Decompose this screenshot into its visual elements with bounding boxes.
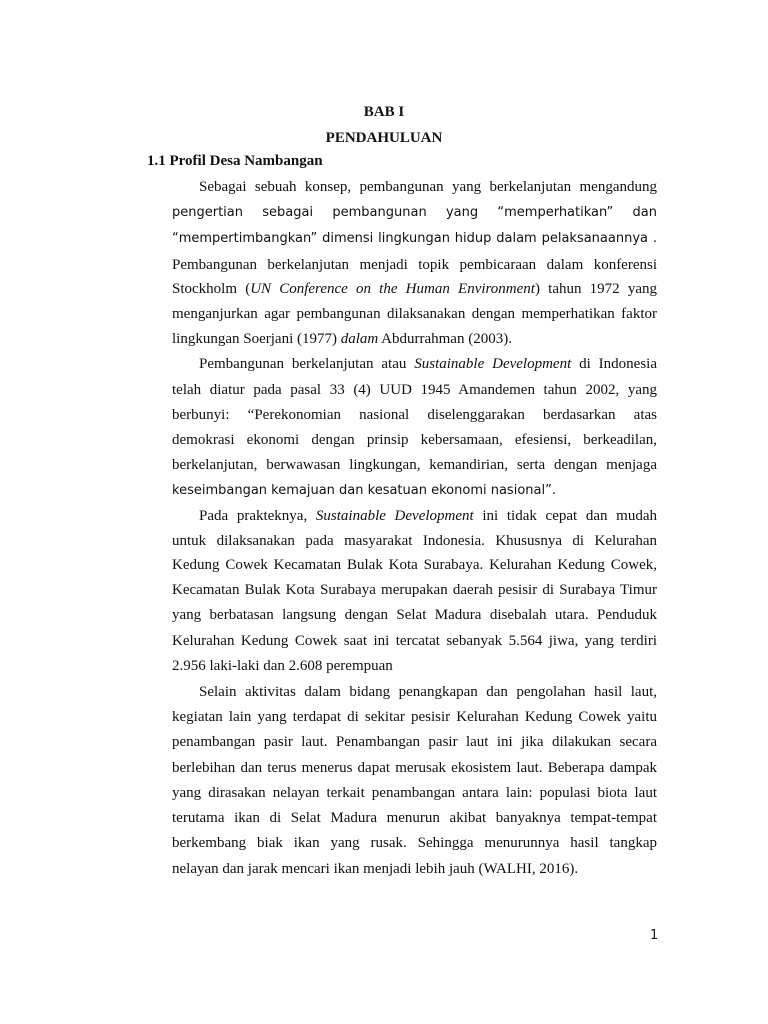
text-line: “mempertimbangkan” dimensi lingkungan hidup dalam pelaksanaannya . xyxy=(172,231,657,246)
text-line xyxy=(172,330,657,348)
text-line: menganjurkan agar pembangunan dilaksanakan dengan memperhatikan faktor xyxy=(172,306,657,322)
italic-text: dalam xyxy=(340,331,379,347)
text-line xyxy=(199,355,657,373)
text-line: Kedung Cowek Kecamatan Bulak Kota Surabaya. Kelurahan Kedung Cowek, xyxy=(172,557,657,573)
text-run: ) tahun 1972 yang xyxy=(534,281,657,297)
text-line: yang dirasakan nelayan terkait penambangan antara lain: populasi biota laut xyxy=(172,785,657,801)
text-line: berlebihan dan terus menerus dapat merusak ekosistem laut. Beberapa dampak xyxy=(172,760,657,776)
text-run: Abdurrahman (2003). xyxy=(378,331,512,347)
text-line: telah diatur pada pasal 33 (4) UUD 1945 Amandemen tahun 2002, yang xyxy=(172,382,657,398)
text-run: ini tidak cepat dan mudah xyxy=(473,508,657,524)
text-line: nelayan dan jarak mencari ikan menjadi lebih jauh (WALHI, 2016). xyxy=(172,861,579,877)
text-line: pengertian sebagai pembangunan yang “memperhatikan” dan xyxy=(172,205,657,220)
text-line: penambangan pasir laut. Penambangan pasir laut ini jika dilakukan secara xyxy=(172,734,657,750)
text-run: lingkungan Soerjani (1977) xyxy=(172,331,341,347)
text-line: kegiatan lain yang terdapat di sekitar pesisir Kelurahan Kedung Cowek yaitu xyxy=(172,709,657,725)
text-line xyxy=(172,280,657,298)
text-line: Kelurahan Kedung Cowek saat ini tercatat sebanyak 5.564 jiwa, yang terdiri xyxy=(172,633,657,649)
text-run: Stockholm ( xyxy=(172,281,251,297)
text-line: untuk dilaksanakan pada masyarakat Indonesia. Khususnya di Kelurahan xyxy=(172,533,657,549)
text-line: demokrasi ekonomi dengan prinsip kebersamaan, efesiensi, berkeadilan, xyxy=(172,432,657,448)
chapter-title: PENDAHULUAN xyxy=(325,130,443,146)
section-heading: 1.1 Profil Desa Nambangan xyxy=(147,153,323,169)
text-run: Pembangunan berkelanjutan atau xyxy=(199,356,415,372)
text-line: Kecamatan Bulak Kota Surabaya merupakan daerah pesisir di Surabaya Timur xyxy=(172,582,657,598)
italic-text: Sustainable Development xyxy=(315,508,474,524)
text-line: berkelanjutan, berwawasan lingkungan, kemandirian, serta dengan menjaga xyxy=(172,457,657,473)
text-line: 2.956 laki-laki dan 2.608 perempuan xyxy=(172,658,393,674)
text-line: yang berbatasan langsung dengan Selat Madura disebalah utara. Penduduk xyxy=(172,607,657,623)
chapter-label: BAB I xyxy=(363,104,405,120)
text-line: Selain aktivitas dalam bidang penangkapan dan pengolahan hasil laut, xyxy=(199,684,657,700)
text-line xyxy=(199,507,657,525)
text-line: terutama ikan di Selat Madura menurun akibat banyaknya tempat-tempat xyxy=(172,810,657,826)
text-line: Sebagai sebuah konsep, pembangunan yang berkelanjutan mengandung xyxy=(199,179,657,195)
text-run: Pada prakteknya, xyxy=(199,508,316,524)
italic-text: Sustainable Development xyxy=(414,356,572,372)
italic-text: UN Conference on the Human Environment xyxy=(250,281,535,297)
page-number: 1 xyxy=(650,928,659,943)
text-line: keseimbangan kemajuan dan kesatuan ekonomi nasional”. xyxy=(172,483,556,498)
text-run: di Indonesia xyxy=(571,356,657,372)
text-line: berkembang biak ikan yang rusak. Sehingga menurunnya hasil tangkap xyxy=(172,835,657,851)
text-line: Pembangunan berkelanjutan menjadi topik pembicaraan dalam konferensi xyxy=(172,257,657,273)
text-line: berbunyi: “Perekonomian nasional diselenggarakan berdasarkan atas xyxy=(172,407,657,423)
